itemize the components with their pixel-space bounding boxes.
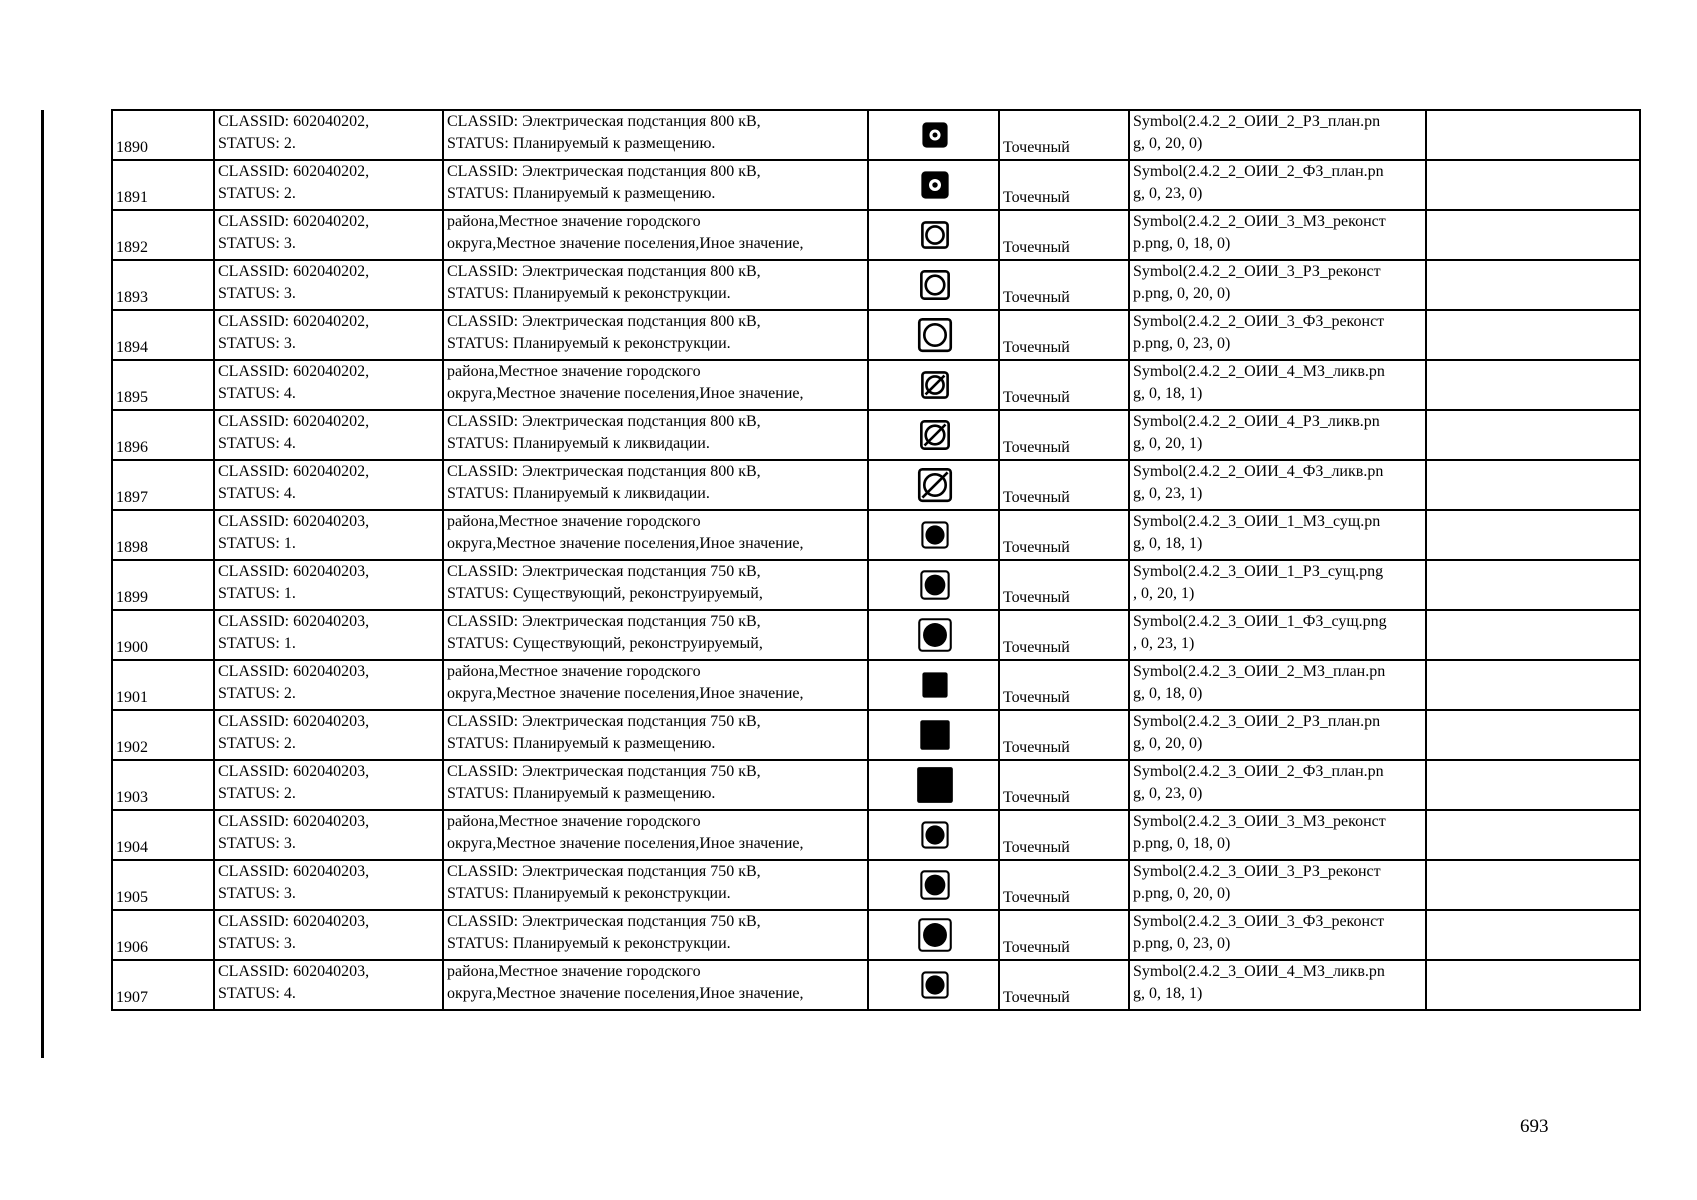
description-line-2: округа,Местное значение поселения,Иное значение, (447, 985, 804, 1002)
classid-cell (214, 910, 443, 960)
geometry-type-cell: Точечный (999, 610, 1129, 660)
symbol-name-line-1: Symbol(2.4.2_2_ОИИ_4_ФЗ_ликв.pn (1133, 463, 1384, 480)
symbol-image-cell (868, 510, 999, 560)
status-line: STATUS: 4. (218, 385, 296, 402)
symbol-name-line-1: Symbol(2.4.2_2_ОИИ_3_ФЗ_реконст (1133, 313, 1385, 330)
classid-cell (214, 960, 443, 1010)
empty-cell (1426, 660, 1640, 710)
symbol-name-line-1: Symbol(2.4.2_3_ОИИ_1_МЗ_сущ.pn (1133, 513, 1381, 530)
status-line: STATUS: 2. (218, 135, 296, 152)
description-line-2: STATUS: Планируемый к реконструкции. (447, 335, 731, 352)
symbol-name-line-2: g, 0, 18, 1) (1133, 385, 1203, 402)
symbol-image-cell (868, 760, 999, 810)
symbol-name-cell (1129, 660, 1426, 710)
classid-cell (214, 360, 443, 410)
symbol-icon (914, 314, 956, 356)
description-line-1: CLASSID: Электрическая подстанция 800 кВ, (447, 163, 761, 180)
symbol-icon (914, 364, 956, 406)
description-line-2: STATUS: Существующий, реконструируемый, (447, 585, 763, 602)
symbol-icon (914, 114, 956, 156)
description-line-2: STATUS: Планируемый к размещению. (447, 735, 716, 752)
status-line: STATUS: 3. (218, 285, 296, 302)
row-number: 1894 (112, 310, 214, 360)
empty-cell (1426, 910, 1640, 960)
description-line-2: STATUS: Планируемый к реконструкции. (447, 885, 731, 902)
geometry-type-cell: Точечный (999, 410, 1129, 460)
symbol-name-line-2: g, 0, 18, 1) (1133, 985, 1203, 1002)
symbol-name-cell (1129, 860, 1426, 910)
circle-icon (914, 864, 956, 906)
symbol-name-line-2: g, 0, 20, 0) (1133, 735, 1203, 752)
symbol-name-cell (1129, 260, 1426, 310)
table-row (112, 210, 1640, 260)
description-cell (443, 410, 868, 460)
row-number: 1899 (112, 560, 214, 610)
row-number: 1893 (112, 260, 214, 310)
table-row (112, 460, 1640, 510)
description-line-2: STATUS: Планируемый к размещению. (447, 785, 716, 802)
symbol-name-line-2: , 0, 20, 1) (1133, 585, 1195, 602)
empty-cell (1426, 760, 1640, 810)
classid-cell (214, 510, 443, 560)
row-number: 1907 (112, 960, 214, 1010)
symbol-name-line-1: Symbol(2.4.2_2_ОИИ_4_МЗ_ликв.pn (1133, 363, 1385, 380)
symbol-image-cell (868, 310, 999, 360)
geometry-type-cell: Точечный (999, 310, 1129, 360)
symbol-name-line-2: g, 0, 18, 1) (1133, 535, 1203, 552)
description-line-1: района,Местное значение городского (447, 663, 701, 680)
symbol-name-cell (1129, 410, 1426, 460)
description-line-2: STATUS: Планируемый к ликвидации. (447, 435, 710, 452)
symbol-name-cell (1129, 460, 1426, 510)
symbol-name-line-1: Symbol(2.4.2_2_ОИИ_4_РЗ_ликв.pn (1133, 413, 1380, 430)
symbol-name-line-1: Symbol(2.4.2_3_ОИИ_4_МЗ_ликв.pn (1133, 963, 1385, 980)
circle-icon (914, 364, 956, 406)
empty-cell (1426, 960, 1640, 1010)
symbol-name-cell (1129, 710, 1426, 760)
symbol-name-line-1: Symbol(2.4.2_3_ОИИ_2_ФЗ_план.pn (1133, 763, 1384, 780)
symbol-name-line-1: Symbol(2.4.2_3_ОИИ_1_ФЗ_сущ.png (1133, 613, 1387, 630)
row-number: 1903 (112, 760, 214, 810)
classid-cell (214, 560, 443, 610)
geometry-type-cell: Точечный (999, 910, 1129, 960)
symbol-icon (914, 464, 956, 506)
symbol-image-cell (868, 110, 999, 160)
page-number: 693 (1520, 1116, 1549, 1137)
symbol-name-cell (1129, 510, 1426, 560)
description-cell (443, 360, 868, 410)
circle-icon (914, 464, 956, 506)
symbol-name-line-2: р.png, 0, 23, 0) (1133, 935, 1231, 952)
row-number: 1902 (112, 710, 214, 760)
description-line-1: района,Местное значение городского (447, 363, 701, 380)
geometry-type-cell: Точечный (999, 160, 1129, 210)
symbol-image-cell (868, 410, 999, 460)
symbol-image-cell (868, 210, 999, 260)
description-cell (443, 710, 868, 760)
table-row (112, 760, 1640, 810)
symbol-name-cell (1129, 360, 1426, 410)
classid-line: CLASSID: 602040203, (218, 663, 370, 680)
description-cell (443, 110, 868, 160)
circle-icon (914, 514, 956, 556)
classid-cell (214, 710, 443, 760)
geometry-type-cell: Точечный (999, 660, 1129, 710)
row-number: 1897 (112, 460, 214, 510)
geometry-type-cell: Точечный (999, 760, 1129, 810)
row-number: 1896 (112, 410, 214, 460)
symbol-name-line-2: р.png, 0, 18, 0) (1133, 235, 1231, 252)
empty-cell (1426, 460, 1640, 510)
classid-line: CLASSID: 602040203, (218, 763, 370, 780)
classid-cell (214, 810, 443, 860)
classid-cell (214, 460, 443, 510)
symbol-name-line-2: р.png, 0, 23, 0) (1133, 335, 1231, 352)
circle-icon (914, 214, 956, 256)
table-body (112, 110, 1640, 1010)
symbol-name-line-2: g, 0, 23, 1) (1133, 485, 1203, 502)
classid-line: CLASSID: 602040202, (218, 213, 370, 230)
status-line: STATUS: 4. (218, 485, 296, 502)
symbol-image-cell (868, 360, 999, 410)
empty-cell (1426, 510, 1640, 560)
table-row (112, 310, 1640, 360)
geometry-type-cell: Точечный (999, 960, 1129, 1010)
row-number: 1892 (112, 210, 214, 260)
status-line: STATUS: 1. (218, 585, 296, 602)
geometry-type-cell: Точечный (999, 210, 1129, 260)
description-cell (443, 260, 868, 310)
description-line-2: STATUS: Планируемый к ликвидации. (447, 485, 710, 502)
square-icon (914, 714, 956, 756)
symbol-name-line-1: Symbol(2.4.2_3_ОИИ_2_РЗ_план.pn (1133, 713, 1381, 730)
symbol-name-cell (1129, 560, 1426, 610)
table-row (112, 360, 1640, 410)
symbol-icon (914, 414, 956, 456)
symbol-name-line-2: р.png, 0, 20, 0) (1133, 285, 1231, 302)
table-row (112, 510, 1640, 560)
geometry-type-cell: Точечный (999, 510, 1129, 560)
empty-cell (1426, 410, 1640, 460)
status-line: STATUS: 3. (218, 335, 296, 352)
classid-line: CLASSID: 602040203, (218, 863, 370, 880)
symbol-name-line-2: g, 0, 20, 0) (1133, 135, 1203, 152)
row-number: 1906 (112, 910, 214, 960)
geometry-type-cell: Точечный (999, 110, 1129, 160)
table-row (112, 910, 1640, 960)
description-cell (443, 310, 868, 360)
classid-line: CLASSID: 602040202, (218, 263, 370, 280)
empty-cell (1426, 560, 1640, 610)
symbol-name-line-1: Symbol(2.4.2_3_ОИИ_3_ФЗ_реконст (1133, 913, 1385, 930)
row-number: 1900 (112, 610, 214, 660)
circle-icon (914, 114, 956, 156)
symbol-icon (914, 564, 956, 606)
symbol-image-cell (868, 960, 999, 1010)
circle-icon (914, 314, 956, 356)
classid-cell (214, 160, 443, 210)
classid-line: CLASSID: 602040202, (218, 413, 370, 430)
empty-cell (1426, 210, 1640, 260)
table-row (112, 410, 1640, 460)
classid-line: CLASSID: 602040203, (218, 963, 370, 980)
description-cell (443, 560, 868, 610)
symbol-image-cell (868, 860, 999, 910)
empty-cell (1426, 110, 1640, 160)
classid-cell (214, 660, 443, 710)
symbol-name-line-1: Symbol(2.4.2_2_ОИИ_3_РЗ_реконст (1133, 263, 1381, 280)
description-cell (443, 910, 868, 960)
classid-line: CLASSID: 602040203, (218, 513, 370, 530)
classid-cell (214, 410, 443, 460)
symbol-image-cell (868, 460, 999, 510)
classid-cell (214, 110, 443, 160)
table-row (112, 160, 1640, 210)
status-line: STATUS: 1. (218, 535, 296, 552)
symbol-name-cell (1129, 810, 1426, 860)
symbol-icon (914, 714, 956, 756)
symbol-name-cell (1129, 760, 1426, 810)
description-line-1: CLASSID: Электрическая подстанция 800 кВ, (447, 413, 761, 430)
symbol-name-line-2: g, 0, 23, 0) (1133, 185, 1203, 202)
classid-line: CLASSID: 602040202, (218, 363, 370, 380)
geometry-type-cell: Точечный (999, 810, 1129, 860)
description-line-2: STATUS: Планируемый к размещению. (447, 135, 716, 152)
classid-cell (214, 860, 443, 910)
status-line: STATUS: 2. (218, 685, 296, 702)
symbol-name-line-2: , 0, 23, 1) (1133, 635, 1195, 652)
symbol-icon (914, 264, 956, 306)
symbol-name-line-2: р.png, 0, 18, 0) (1133, 835, 1231, 852)
empty-cell (1426, 710, 1640, 760)
row-number: 1898 (112, 510, 214, 560)
description-line-1: CLASSID: Электрическая подстанция 750 кВ, (447, 913, 761, 930)
description-line-2: STATUS: Планируемый к размещению. (447, 185, 716, 202)
symbol-name-line-2: g, 0, 20, 1) (1133, 435, 1203, 452)
description-cell (443, 610, 868, 660)
classid-line: CLASSID: 602040203, (218, 913, 370, 930)
geometry-type-cell: Точечный (999, 560, 1129, 610)
description-line-1: CLASSID: Электрическая подстанция 800 кВ, (447, 463, 761, 480)
margin-rule (41, 110, 44, 1058)
symbol-name-line-1: Symbol(2.4.2_3_ОИИ_3_РЗ_реконст (1133, 863, 1381, 880)
row-number: 1891 (112, 160, 214, 210)
status-line: STATUS: 3. (218, 235, 296, 252)
table-row (112, 810, 1640, 860)
symbol-name-line-1: Symbol(2.4.2_3_ОИИ_2_МЗ_план.pn (1133, 663, 1386, 680)
symbol-name-line-1: Symbol(2.4.2_3_ОИИ_3_МЗ_реконст (1133, 813, 1386, 830)
circle-icon (914, 914, 956, 956)
empty-cell (1426, 810, 1640, 860)
symbol-table (111, 109, 1641, 1011)
circle-icon (914, 564, 956, 606)
circle-icon (914, 964, 956, 1006)
description-line-2: STATUS: Планируемый к реконструкции. (447, 935, 731, 952)
description-line-2: округа,Местное значение поселения,Иное значение, (447, 685, 804, 702)
description-line-1: CLASSID: Электрическая подстанция 750 кВ, (447, 863, 761, 880)
description-line-1: CLASSID: Электрическая подстанция 800 кВ, (447, 113, 761, 130)
description-cell (443, 810, 868, 860)
symbol-icon (914, 864, 956, 906)
symbol-icon (914, 964, 956, 1006)
table-row (112, 560, 1640, 610)
status-line: STATUS: 3. (218, 935, 296, 952)
symbol-image-cell (868, 710, 999, 760)
description-line-2: STATUS: Существующий, реконструируемый, (447, 635, 763, 652)
table-row (112, 860, 1640, 910)
geometry-type-cell: Точечный (999, 460, 1129, 510)
geometry-type-cell: Точечный (999, 710, 1129, 760)
description-line-1: CLASSID: Электрическая подстанция 750 кВ, (447, 713, 761, 730)
description-cell (443, 660, 868, 710)
symbol-image-cell (868, 910, 999, 960)
classid-line: CLASSID: 602040203, (218, 563, 370, 580)
symbol-name-line-1: Symbol(2.4.2_2_ОИИ_2_РЗ_план.pn (1133, 113, 1381, 130)
symbol-icon (914, 214, 956, 256)
symbol-name-cell (1129, 110, 1426, 160)
row-number: 1890 (112, 110, 214, 160)
empty-cell (1426, 360, 1640, 410)
description-cell (443, 210, 868, 260)
description-line-2: округа,Местное значение поселения,Иное значение, (447, 835, 804, 852)
description-cell (443, 960, 868, 1010)
empty-cell (1426, 860, 1640, 910)
circle-icon (914, 614, 956, 656)
description-line-1: района,Местное значение городского (447, 213, 701, 230)
geometry-type-cell: Точечный (999, 360, 1129, 410)
description-line-1: района,Местное значение городского (447, 963, 701, 980)
classid-cell (214, 310, 443, 360)
symbol-name-cell (1129, 960, 1426, 1010)
status-line: STATUS: 2. (218, 735, 296, 752)
classid-line: CLASSID: 602040202, (218, 113, 370, 130)
row-number: 1901 (112, 660, 214, 710)
status-line: STATUS: 2. (218, 785, 296, 802)
classid-line: CLASSID: 602040202, (218, 463, 370, 480)
status-line: STATUS: 3. (218, 835, 296, 852)
symbol-name-cell (1129, 310, 1426, 360)
symbol-icon (914, 514, 956, 556)
status-line: STATUS: 4. (218, 435, 296, 452)
symbol-icon (914, 614, 956, 656)
symbol-image-cell (868, 560, 999, 610)
square-icon (914, 764, 956, 806)
table-row (112, 710, 1640, 760)
row-number: 1904 (112, 810, 214, 860)
geometry-type-cell: Точечный (999, 260, 1129, 310)
symbol-name-cell (1129, 910, 1426, 960)
classid-line: CLASSID: 602040202, (218, 163, 370, 180)
description-line-2: округа,Местное значение поселения,Иное значение, (447, 535, 804, 552)
table-row (112, 960, 1640, 1010)
description-cell (443, 160, 868, 210)
table-row (112, 260, 1640, 310)
empty-cell (1426, 310, 1640, 360)
status-line: STATUS: 2. (218, 185, 296, 202)
description-cell (443, 460, 868, 510)
symbol-name-cell (1129, 610, 1426, 660)
description-cell (443, 760, 868, 810)
circle-icon (914, 164, 956, 206)
symbol-icon (914, 164, 956, 206)
classid-line: CLASSID: 602040202, (218, 313, 370, 330)
classid-cell (214, 210, 443, 260)
classid-line: CLASSID: 602040203, (218, 713, 370, 730)
row-number: 1905 (112, 860, 214, 910)
table-row (112, 610, 1640, 660)
empty-cell (1426, 160, 1640, 210)
description-line-1: CLASSID: Электрическая подстанция 800 кВ, (447, 263, 761, 280)
symbol-name-line-2: g, 0, 18, 0) (1133, 685, 1203, 702)
classid-cell (214, 760, 443, 810)
empty-cell (1426, 610, 1640, 660)
circle-icon (914, 414, 956, 456)
symbol-icon (914, 914, 956, 956)
classid-cell (214, 260, 443, 310)
description-line-2: округа,Местное значение поселения,Иное значение, (447, 385, 804, 402)
description-line-1: CLASSID: Электрическая подстанция 750 кВ, (447, 763, 761, 780)
row-number: 1895 (112, 360, 214, 410)
symbol-name-line-1: Symbol(2.4.2_2_ОИИ_3_МЗ_реконст (1133, 213, 1386, 230)
status-line: STATUS: 1. (218, 635, 296, 652)
classid-line: CLASSID: 602040203, (218, 613, 370, 630)
empty-cell (1426, 260, 1640, 310)
symbol-image-cell (868, 160, 999, 210)
geometry-type-cell: Точечный (999, 860, 1129, 910)
description-line-2: STATUS: Планируемый к реконструкции. (447, 285, 731, 302)
description-cell (443, 860, 868, 910)
description-cell (443, 510, 868, 560)
circle-icon (914, 814, 956, 856)
symbol-image-cell (868, 660, 999, 710)
square-icon (914, 664, 956, 706)
table-row (112, 110, 1640, 160)
symbol-icon (914, 764, 956, 806)
symbol-name-line-1: Symbol(2.4.2_2_ОИИ_2_ФЗ_план.pn (1133, 163, 1384, 180)
description-line-2: округа,Местное значение поселения,Иное значение, (447, 235, 804, 252)
status-line: STATUS: 3. (218, 885, 296, 902)
symbol-icon (914, 664, 956, 706)
status-line: STATUS: 4. (218, 985, 296, 1002)
circle-icon (914, 264, 956, 306)
symbol-name-cell (1129, 210, 1426, 260)
symbol-name-line-1: Symbol(2.4.2_3_ОИИ_1_РЗ_сущ.png (1133, 563, 1384, 580)
symbol-name-cell (1129, 160, 1426, 210)
description-line-1: CLASSID: Электрическая подстанция 750 кВ, (447, 613, 761, 630)
description-line-1: района,Местное значение городского (447, 813, 701, 830)
symbol-image-cell (868, 610, 999, 660)
classid-cell (214, 610, 443, 660)
symbol-image-cell (868, 260, 999, 310)
description-line-1: CLASSID: Электрическая подстанция 800 кВ, (447, 313, 761, 330)
symbol-image-cell (868, 810, 999, 860)
symbol-icon (914, 814, 956, 856)
description-line-1: CLASSID: Электрическая подстанция 750 кВ, (447, 563, 761, 580)
description-line-1: района,Местное значение городского (447, 513, 701, 530)
classid-line: CLASSID: 602040203, (218, 813, 370, 830)
symbol-name-line-2: g, 0, 23, 0) (1133, 785, 1203, 802)
table-row (112, 660, 1640, 710)
symbol-name-line-2: р.png, 0, 20, 0) (1133, 885, 1231, 902)
